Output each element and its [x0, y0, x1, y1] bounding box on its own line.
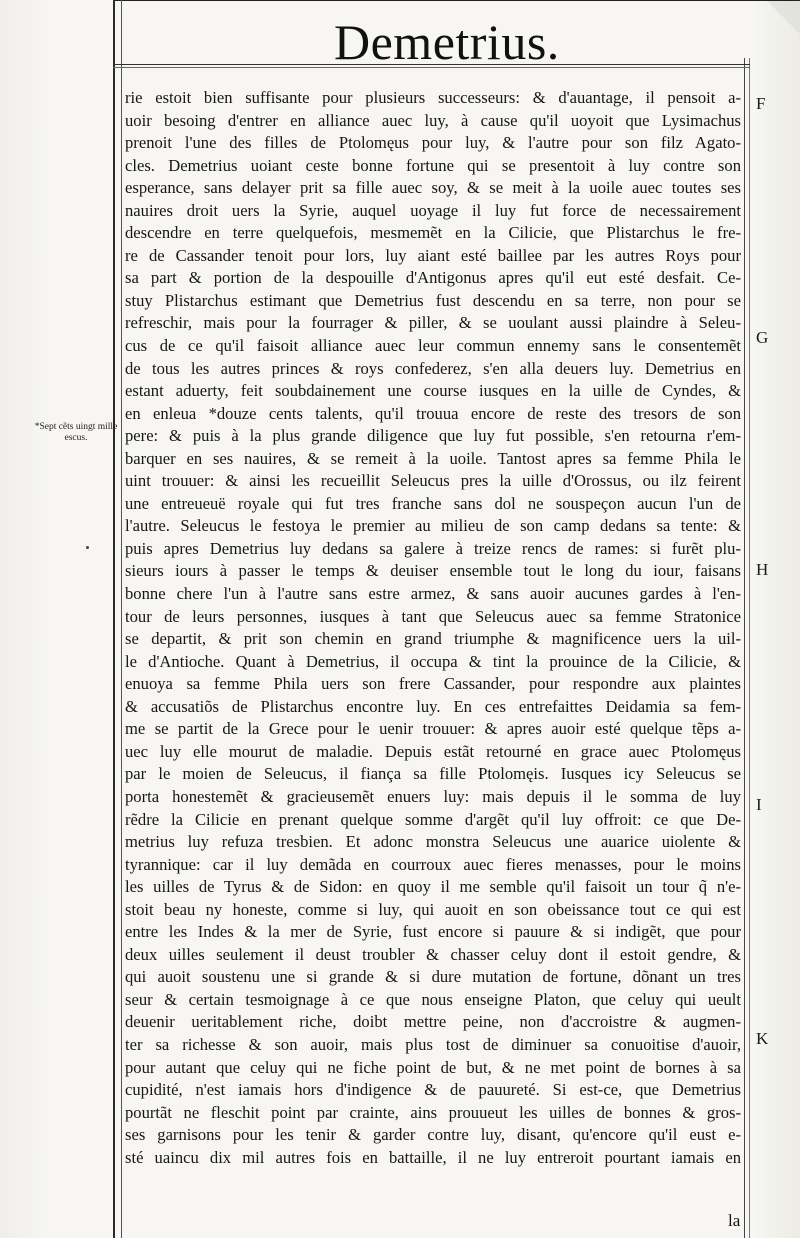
text-line: pourtãt ne fleschit point par crainte, ains prouueut les uilles de bonnes & gros- — [125, 1102, 741, 1122]
text-line: deux uilles seulement il deust troubler & chasser celuy dont il estoit gendre, & — [125, 944, 741, 964]
text-line: metrius luy refuza tresbien. Et adonc monstra Seleucus une auarice uiolente & — [125, 832, 741, 852]
text-line: prenoit l'une des filles de Ptolomęus pour luy, & l'autre pour son filz Agato- — [125, 133, 741, 153]
text-line: sté uaincu dix mil autres fois en battaille, il ne luy entreroit pourtant iamais en — [125, 1147, 741, 1167]
text-line: cupidité, n'est iamais hors d'indigence & de pauureté. Si est-ce, que Demetrius — [125, 1080, 741, 1100]
text-line: refreschir, mais pour la fourrager & piller, & se uoulant aussi plaindre à Seleu- — [125, 313, 741, 333]
top-edge-rule — [113, 0, 800, 1]
text-line: stoit beau ny honeste, comme si luy, qui auoit en son obeissance tout ce qui est — [125, 899, 741, 919]
text-line: re de Cassander tenoit pour lors, luy aiant esté baillee par les autres Roys pour — [125, 245, 741, 265]
text-line: nauires droit uers la Syrie, auquel uoyage il luy fut force de necessairement — [125, 200, 741, 220]
marginal-note: *Sept cẽts uingt mille escus. — [34, 422, 118, 443]
margin-marker-f: F — [756, 94, 766, 113]
text-line: deuenir ueritablement riche, doibt mettre peine, non d'accroistre & augmen- — [125, 1012, 741, 1032]
text-line: me se partit de la Grece pour le uenir trouuer: & apres auoir esté quelque tẽps a- — [125, 719, 741, 739]
text-line: le d'Antioche. Quant à Demetrius, il occupa & tint la prouince de la Cilicie, & — [125, 651, 741, 671]
left-margin-rule — [113, 0, 115, 1238]
text-line: sa part & portion de la despouille d'Antigonus apres qu'il eut esté desfait. Ce- — [125, 268, 741, 288]
text-line: uoir besoing d'entrer en alliance auec luy, à cause qu'il uoyoit que Lysimachus — [125, 110, 741, 130]
right-margin-rule-outer — [749, 58, 750, 1238]
text-line: pere: & puis à la plus grande diligence que luy fut possible, s'en retourna r'em- — [125, 426, 741, 446]
text-line: de tous les autres princes & roys confederez, s'en alla deuers luy. Demetrius en — [125, 358, 741, 378]
ink-dot — [86, 546, 89, 549]
text-line: les uilles de Tyrus & de Sidon: en quoy il me semble qu'il faisoit un tour q̃ n'e- — [125, 877, 741, 897]
body-text — [125, 87, 741, 1169]
text-line: cles. Demetrius uoiant ceste bonne fortune qui se presentoit à luy contre son — [125, 155, 741, 175]
text-line: seur & certain tesmoignage à ce que nous enseigne Platon, que celuy qui ueult — [125, 989, 741, 1009]
text-line: par le moien de Seleucus, il fiança sa fille Ptolomęis. Iusques icy Seleucus se — [125, 764, 741, 784]
text-line: enuoya sa femme Phila uers son frere Cassander, pour respondre aux plaintes — [125, 674, 741, 694]
text-line: uec luy elle mourut de maladie. Depuis estãt retourné en grace auec Ptolomęus — [125, 741, 741, 761]
text-line: sieurs iours à passer le temps & deuiser ensemble tout le long du iour, faisans — [125, 561, 741, 581]
text-line: barquer en ses nauires, & se remeit à la uoile. Tantost apres sa femme Phila le — [125, 448, 741, 468]
text-line: en enleua *douze cents talents, qu'il trouua encore de reste des tresors de son — [125, 403, 741, 423]
text-line: rie estoit bien suffisante pour plusieurs successeurs: & d'auantage, il pensoit a- — [125, 88, 741, 107]
left-margin-rule-inner — [121, 0, 122, 1238]
text-line: une entreueuë royale qui fut tres franche sans dol ne souspeçon aucun l'un de — [125, 493, 741, 513]
text-line: rẽdre la Cilicie en prenant quelque somme d'argẽt qu'il luy offroit: ce que De- — [125, 809, 741, 829]
text-line: puis apres Demetrius luy dedans sa galere à treize rencs de rames: si furẽt plu- — [125, 538, 741, 558]
text-line: tour de leurs personnes, iusques à tant que Seleucus auec sa femme Stratonice — [125, 606, 741, 626]
text-line: pour autant que celuy qui ne fiche point de but, & ne met point de bornes à sa — [125, 1057, 741, 1077]
text-line: ses garnisons pour les tenir & garder contre luy, disant, qu'encore qu'il eust e- — [125, 1125, 741, 1145]
text-line: stuy Plistarchus estimant que Demetrius fust descendu en sa terre, non pour se — [125, 290, 741, 310]
text-line: bonne chere l'un à l'autre sans estre armez, & sans auoir aucunes gardes à l'en- — [125, 584, 741, 604]
text-line: se departit, & prit son chemin en grand triumphe & magnificence uers la uil- — [125, 629, 741, 649]
margin-marker-g: G — [756, 328, 769, 347]
text-line: qui auoit soustenu une si grande & si dure mutation de fortune, dõnant un tres — [125, 967, 741, 987]
margin-marker-i: I — [756, 795, 762, 814]
text-line: esperance, sans delayer prit sa fille auec soy, & se meit à la uoile auec toutes ses — [125, 178, 741, 198]
text-line: uint trouuer: & ainsi les recueillit Seleucus pres la uille d'Orossus, ou ilz feirent — [125, 471, 741, 491]
text-line: tyrannique: car il luy demãda en courroux auec fieres menasses, pour le moins — [125, 854, 741, 874]
right-margin-rule — [744, 58, 745, 1238]
text-line: & accusatiõs de Plistarchus encontre luy. En ces entrefaittes Deidamia sa fem- — [125, 696, 741, 716]
catchword: la — [728, 1211, 741, 1230]
text-line: cus de ce qu'il faisoit alliance auec leur commun ennemy sans le consentemẽt — [125, 336, 741, 356]
margin-marker-k: K — [756, 1029, 769, 1048]
text-line: estant aduerty, feit soubdainement une course iusques en la uille de Cyndes, & — [125, 381, 741, 401]
text-line: porta honestemẽt & gracieusemẽt enuers luy: mais depuis il le somma de luy — [125, 786, 741, 806]
text-line: ter sa richesse & son auoir, mais plus tost de diminuer sa conuoitise d'auoir, — [125, 1034, 741, 1054]
text-line: l'autre. Seleucus le festoya le premier au milieu de son camp dedans sa tente: & — [125, 516, 741, 536]
text-line: entre les Indes & la mer de Syrie, fust encore si pauure & si indigẽt, que pour — [125, 922, 741, 942]
text-line: descendre en terre quelquefois, mesmemẽt en la Cilicie, que Plistarchus le fre- — [125, 223, 741, 243]
page-title: Demetrius. — [334, 14, 560, 70]
margin-marker-h: H — [756, 560, 769, 579]
